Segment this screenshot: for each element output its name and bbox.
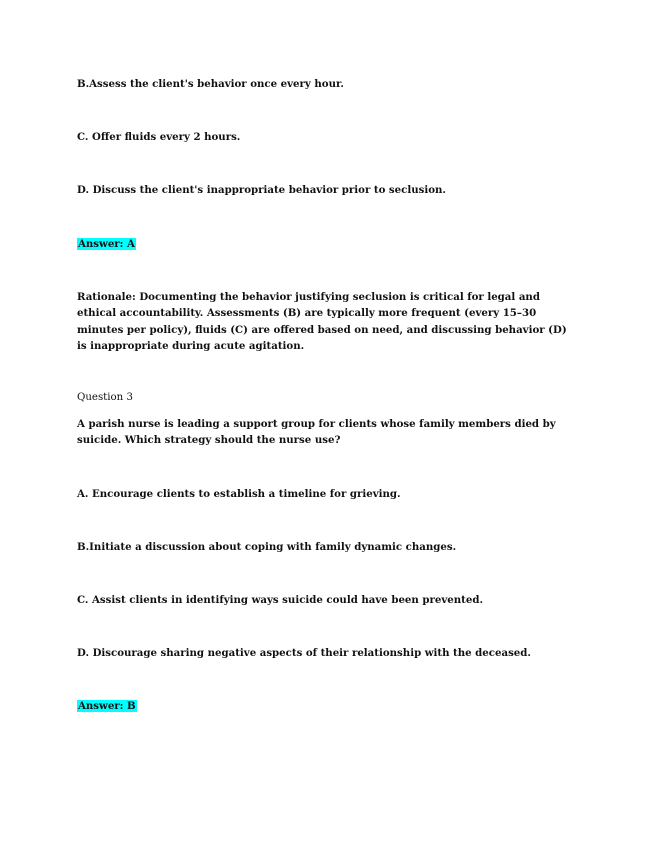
- q2-option-d: D. Discuss the client's inappropriate behavior prior to seclusion.: [77, 184, 446, 196]
- q3-option-a: A. Encourage clients to establish a timeline for grieving.: [77, 488, 401, 500]
- q3-answer-highlight: Answer: B: [78, 700, 136, 712]
- q2-answer-highlight: Answer: A: [78, 238, 135, 250]
- q2-answer-line: [77, 236, 577, 252]
- q3-heading: Question 3: [77, 392, 133, 403]
- q3-question: A parish nurse is leading a support group for clients whose family members died by suicide. Which strategy should the nurse use?: [77, 418, 556, 447]
- q2-option-c: C. Offer fluids every 2 hours.: [77, 131, 241, 143]
- q2-option-b: B.Assess the client's behavior once every hour.: [77, 78, 344, 90]
- q3-option-b: B.Initiate a discussion about coping with family dynamic changes.: [77, 541, 457, 553]
- q2-rationale: Rationale: Documenting the behavior justifying seclusion is critical for legal and ethical accountability. Assessments (B) are typically more frequent (every 15–30 minutes per policy), fluids (C) are offered based on need, and discussing behavior (D) is inappropriate during acute agitation.: [77, 291, 567, 352]
- q3-answer-line: [77, 698, 577, 714]
- q3-option-c: C. Assist clients in identifying ways suicide could have been prevented.: [77, 594, 483, 606]
- q3-option-d: D. Discourage sharing negative aspects of their relationship with the deceased.: [77, 647, 531, 659]
